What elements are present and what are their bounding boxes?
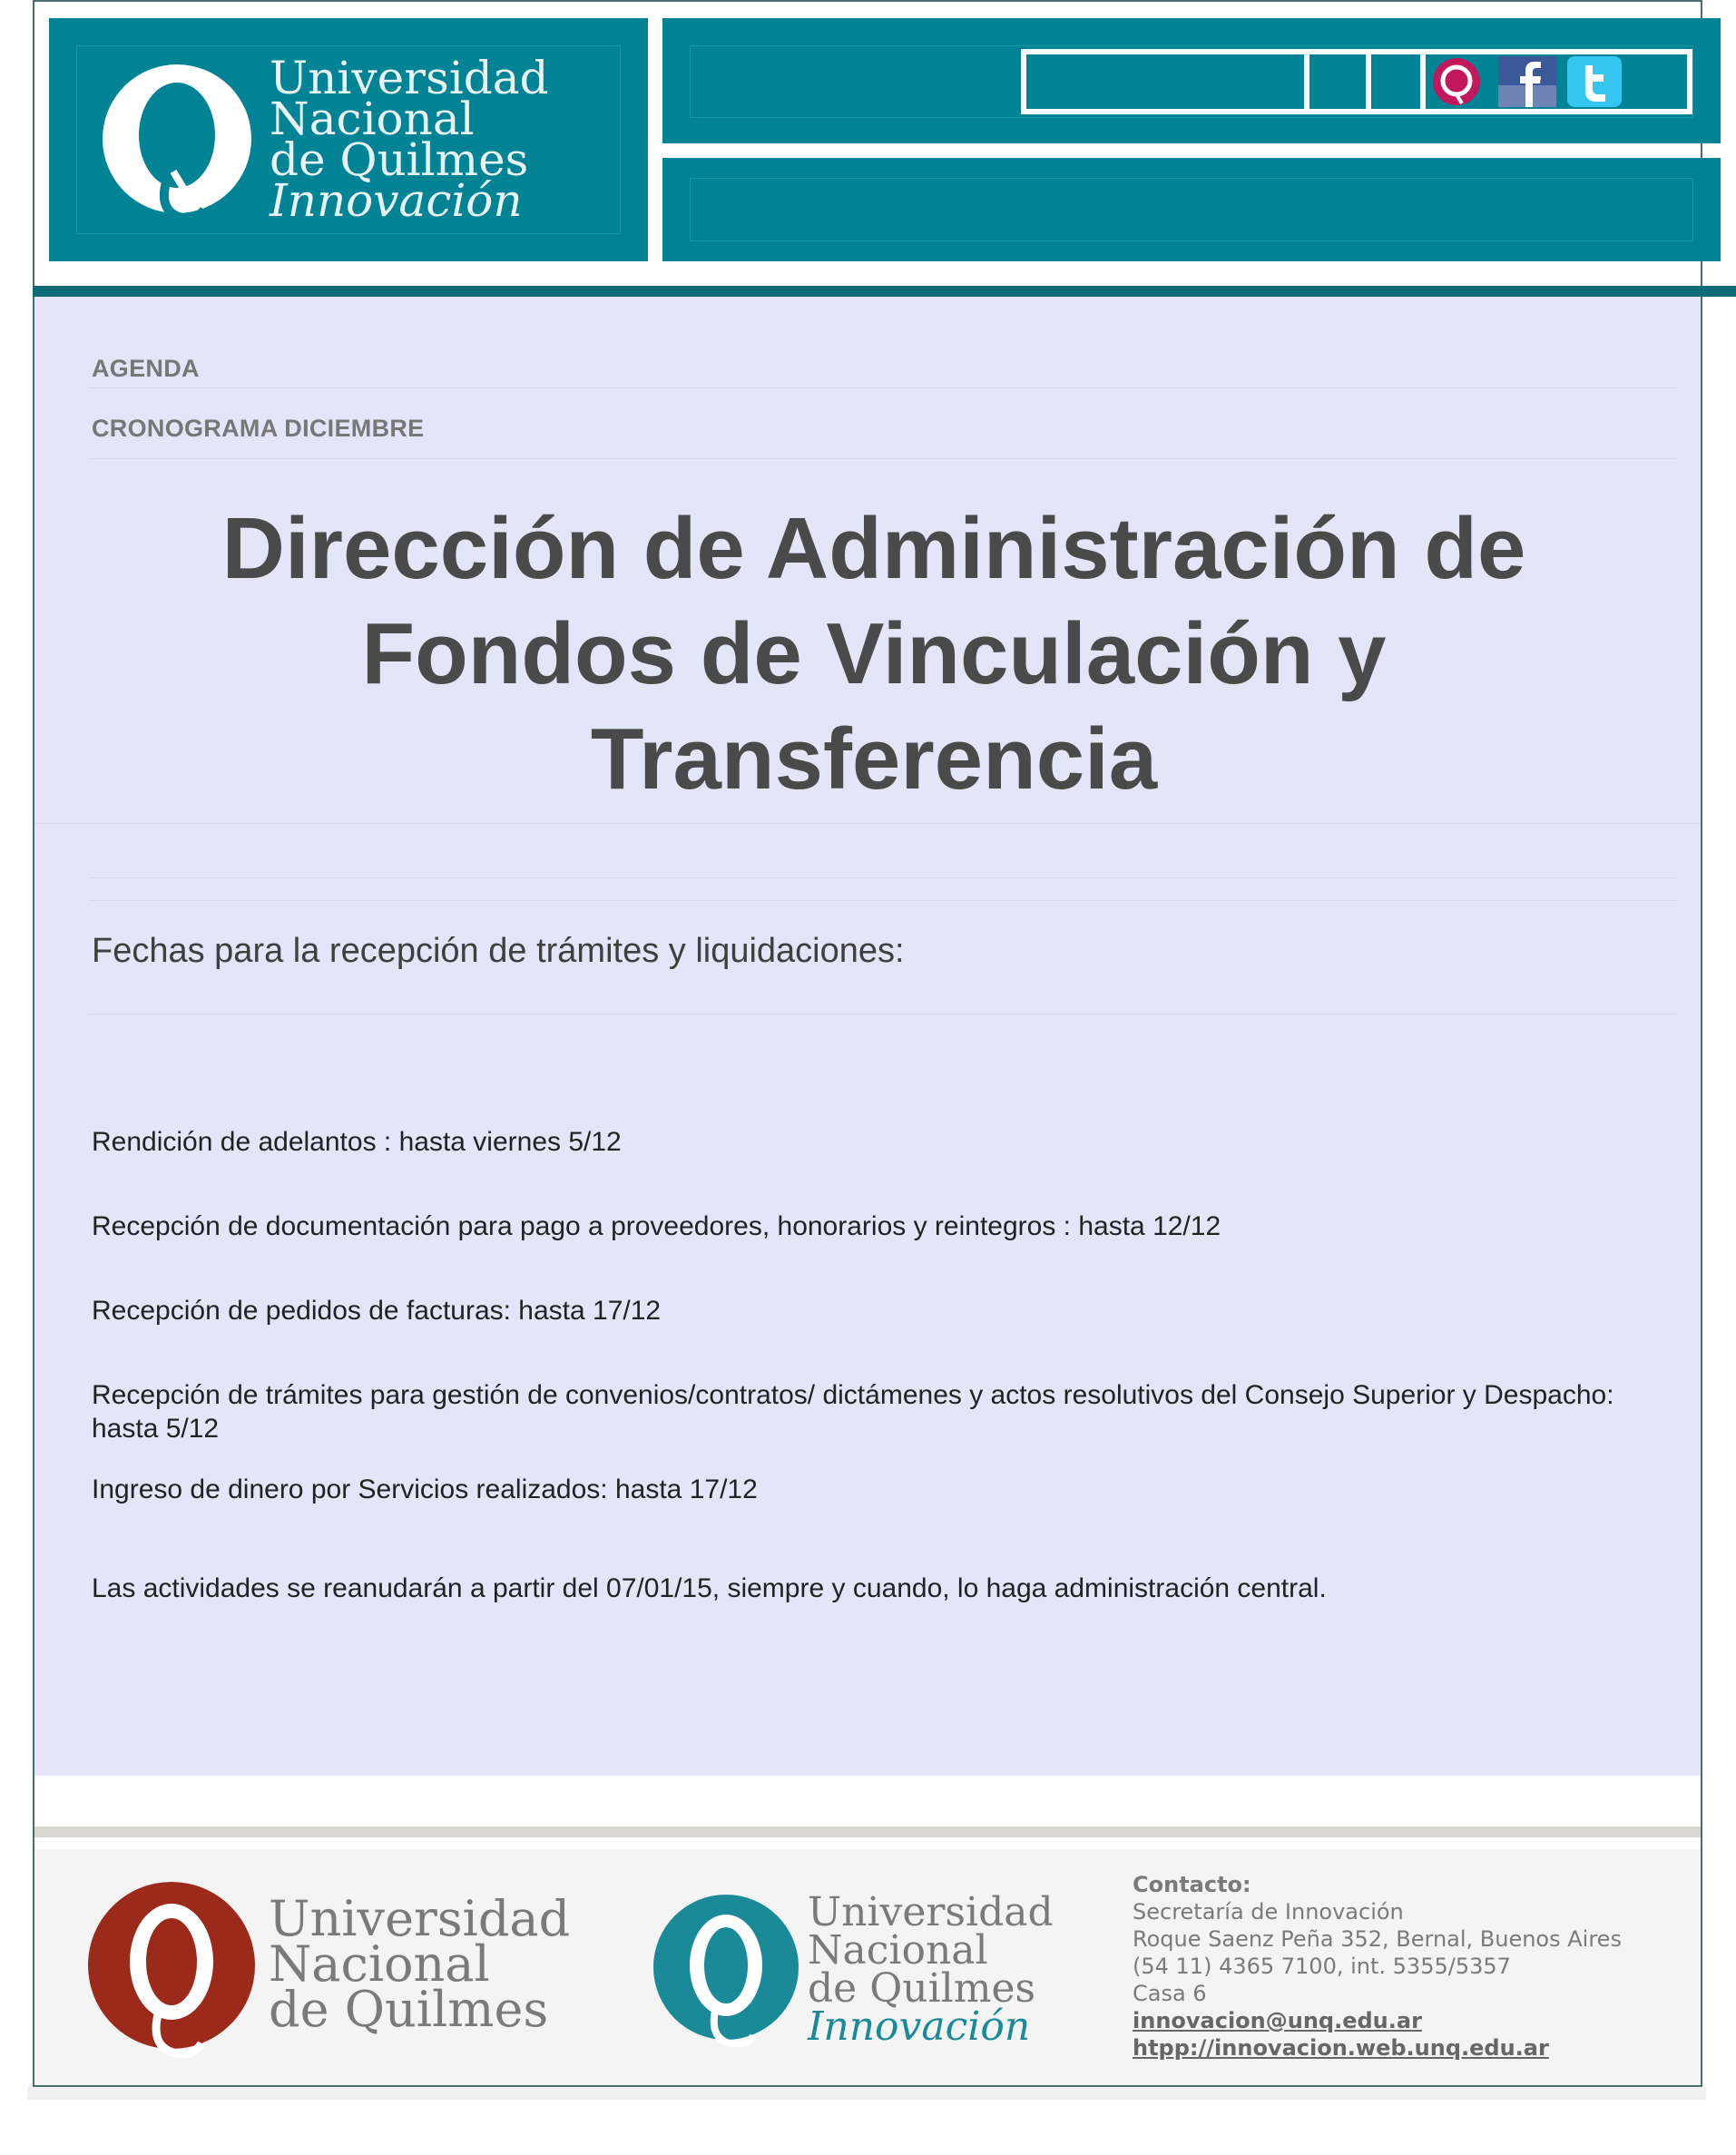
unq-icon[interactable] bbox=[1431, 56, 1482, 107]
twitter-icon[interactable] bbox=[1567, 56, 1622, 107]
header-logo-panel[interactable] bbox=[49, 18, 648, 261]
header-logo-line3: de Quilmes bbox=[270, 133, 529, 186]
row-divider bbox=[89, 458, 1677, 459]
row-divider bbox=[34, 823, 1701, 824]
bottom-strip bbox=[27, 2087, 1706, 2100]
contact-heading: Contacto: bbox=[1133, 1872, 1251, 1897]
page-title-line1: Dirección de Administración de bbox=[221, 500, 1526, 597]
facebook-icon[interactable] bbox=[1498, 56, 1556, 107]
section-label: AGENDA bbox=[92, 355, 200, 382]
list-item: Recepción de documentación para pago a proveedores, honorarios y reintegros : hasta 12/12 bbox=[92, 1211, 1221, 1241]
header-logo-line4: Innovación bbox=[270, 174, 523, 227]
page-title-line2: Fondos de Vinculación y bbox=[361, 605, 1387, 702]
header-logo-line2: Nacional bbox=[270, 93, 475, 145]
contact-line1: Secretaría de Innovación bbox=[1133, 1899, 1404, 1925]
header-logo-line1: Universidad bbox=[270, 52, 549, 104]
header-logo-inner bbox=[76, 45, 621, 234]
list-item: Las actividades se reanudarán a partir del 07/01/15, siempre y cuando, lo haga administración central. bbox=[92, 1573, 1327, 1603]
list-item: Rendición de adelantos : hasta viernes 5/12 bbox=[92, 1127, 622, 1157]
unq-innovacion-logo-icon bbox=[652, 1893, 806, 2047]
list-item: Ingreso de dinero por Servicios realizados: hasta 17/12 bbox=[92, 1474, 758, 1504]
contact-website-link[interactable]: htpp://innovacion.web.unq.edu.ar bbox=[1133, 2035, 1549, 2061]
page-title bbox=[89, 496, 1659, 812]
main-content bbox=[34, 297, 1701, 1776]
footer-divider bbox=[34, 1827, 1701, 1837]
page-title-line3: Transferencia bbox=[590, 710, 1158, 808]
schedule-label: CRONOGRAMA DICIEMBRE bbox=[92, 415, 425, 442]
unq-q-logo-icon bbox=[95, 55, 259, 228]
header-toolbar bbox=[1021, 49, 1692, 114]
footer bbox=[34, 1849, 1701, 2085]
toolbar-search-cell[interactable] bbox=[1026, 54, 1309, 109]
contact-line4: Casa 6 bbox=[1133, 1981, 1207, 2006]
unq-red-logo-icon bbox=[85, 1878, 258, 2060]
contact-email-link[interactable]: innovacion@unq.edu.ar bbox=[1133, 2008, 1422, 2033]
footer-innovacion-line3: de Quilmes bbox=[808, 1965, 1036, 2012]
list-item: Recepción de pedidos de facturas: hasta 17/12 bbox=[92, 1296, 662, 1326]
row-divider bbox=[89, 877, 1677, 878]
footer-unq-line1: Universidad bbox=[269, 1890, 571, 1947]
footer-innovacion-line1: Universidad bbox=[808, 1889, 1054, 1935]
header-bottom-bar bbox=[662, 158, 1721, 261]
contact-line3: (54 11) 4365 7100, int. 5355/5357 bbox=[1133, 1954, 1511, 1979]
footer-innovacion-line2: Nacional bbox=[808, 1927, 988, 1974]
header-bottom-inner bbox=[690, 178, 1693, 241]
row-divider bbox=[89, 387, 1677, 388]
footer-innovacion-line4: Innovación bbox=[808, 2003, 1031, 2050]
header-divider bbox=[33, 286, 1736, 297]
row-divider bbox=[89, 900, 1677, 901]
footer-unq-line3: de Quilmes bbox=[269, 1981, 549, 2038]
toolbar-cell-2[interactable] bbox=[1309, 54, 1371, 109]
subtitle: Fechas para la recepción de trámites y liquidaciones: bbox=[92, 932, 905, 970]
footer-unq-line2: Nacional bbox=[269, 1935, 490, 1993]
list-item: Recepción de trámites para gestión de convenios/contratos/ dictámenes y actos resolutivos del Consejo Superior y Despacho: hasta 5/12 bbox=[92, 1380, 1614, 1444]
toolbar-cell-3[interactable] bbox=[1371, 54, 1426, 109]
contact-line2: Roque Saenz Peña 352, Bernal, Buenos Aires bbox=[1133, 1926, 1622, 1952]
